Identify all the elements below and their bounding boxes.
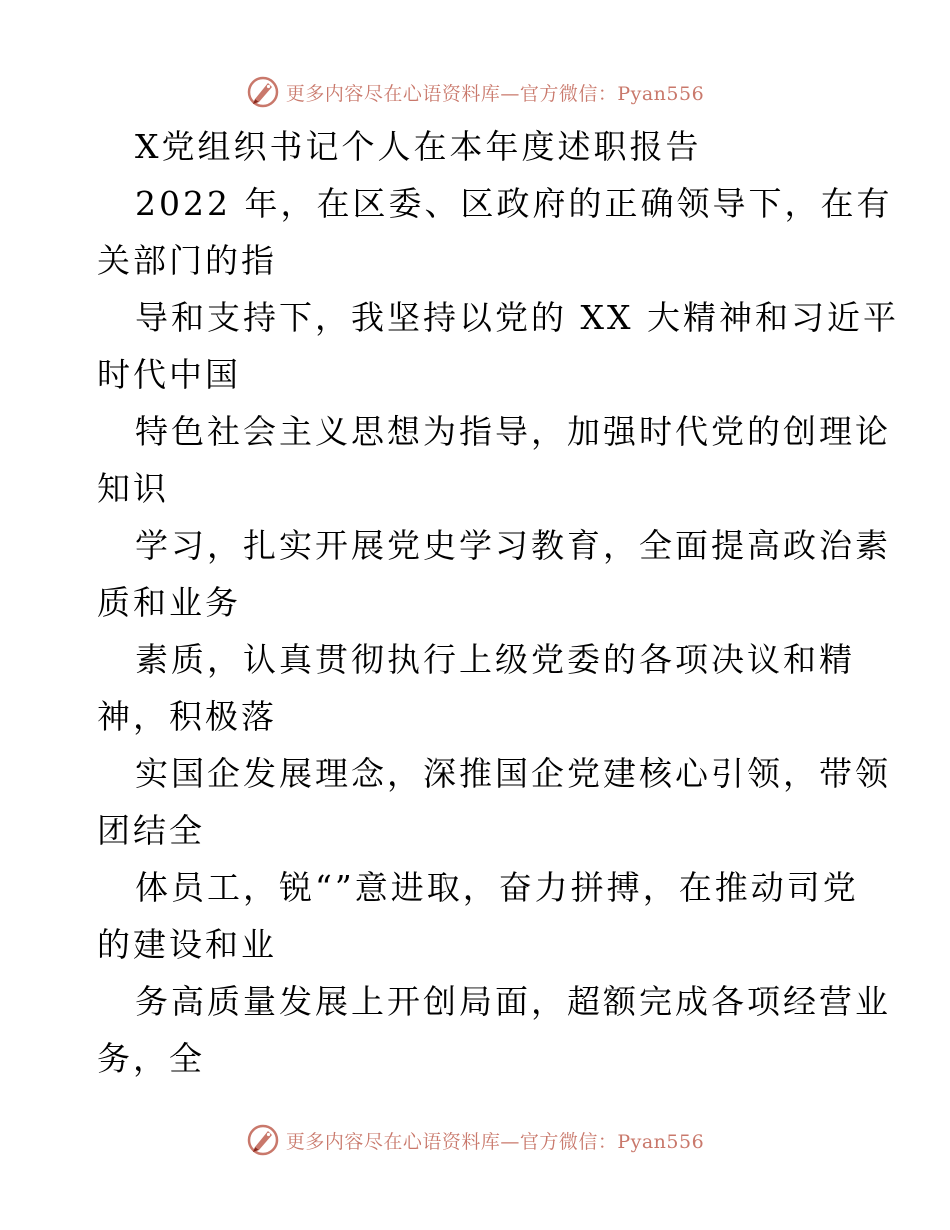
text-line: 务，全 <box>97 1039 205 1078</box>
pen-nib-logo-icon <box>246 1123 280 1157</box>
footer-banner <box>0 1120 950 1160</box>
text-line: 实国企发展理念，深推国企党建核心引领，带领 <box>135 754 891 793</box>
document-title-line: X党组织书记个人在本年度述职报告 <box>135 127 702 166</box>
report-body <box>97 118 899 1087</box>
text-line: 神，积极落 <box>97 697 277 736</box>
text-line: 质和业务 <box>97 583 241 622</box>
text-line: 的建设和业 <box>97 925 277 964</box>
banner-text: 更多内容尽在心语资料库—官方微信：Pyan556 <box>285 82 705 105</box>
text-line: 知识 <box>97 469 169 508</box>
text-line: 2022 年，在区委、区政府的正确领导下，在有 <box>135 184 893 223</box>
text-line: 团结全 <box>97 811 205 850</box>
text-line: 关部门的指 <box>97 241 277 280</box>
text-line: 特色社会主义思想为指导，加强时代党的创理论 <box>135 412 891 451</box>
banner-text: 更多内容尽在心语资料库—官方微信：Pyan556 <box>285 1130 705 1153</box>
header-banner <box>0 72 950 112</box>
text-line: 务高质量发展上开创局面，超额完成各项经营业 <box>135 982 891 1021</box>
text-line: 体员工，锐“”意进取，奋力拼搏，在推动司党 <box>135 868 859 907</box>
text-line: 素质，认真贯彻执行上级党委的各项决议和精 <box>135 640 855 679</box>
text-line: 导和支持下，我坚持以党的 XX 大精神和习近平 <box>135 298 899 337</box>
text-line: 时代中国 <box>97 355 241 394</box>
pen-nib-logo-icon <box>246 75 280 109</box>
text-line: 学习，扎实开展党史学习教育，全面提高政治素 <box>135 526 891 565</box>
